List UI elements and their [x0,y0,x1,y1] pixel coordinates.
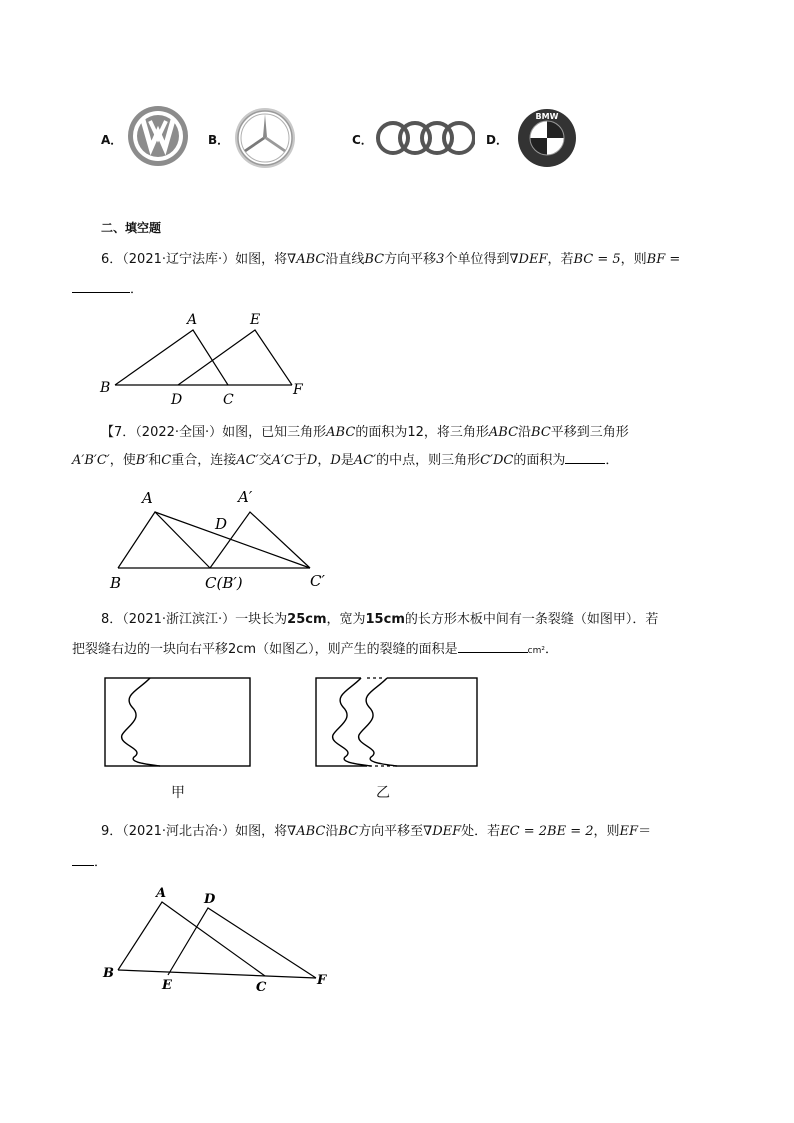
fig6-label-f: F [293,382,303,398]
question-7-number: 7． [114,425,136,440]
question-9-source: （2021·河北古冶·） [122,824,236,839]
volkswagen-logo-icon [126,104,190,168]
figure-caption-yi: 乙 [376,785,390,801]
answer-blank-9[interactable] [72,865,94,866]
fig9-label-f: F [317,973,327,988]
section-title: 二、填空题 [101,221,162,235]
question-9-number: 9． [101,824,123,839]
bmw-letters: BMW [535,112,559,121]
fig6-label-d: D [171,392,183,408]
fig9-label-d: D [204,892,216,907]
fig7-label-c-b-prime: C(B′) [205,574,243,592]
mercedes-logo-icon [233,106,297,170]
fig7-label-d: D [215,515,228,533]
question-8-text: 8．（2021·浙江滨江·）一块长为25cm，宽为15cm的长方形木板中间有一条裂缝（如图甲）．若 [101,612,659,627]
question-6-figure [95,308,315,408]
figure-caption-jia: 甲 [171,785,185,801]
question-7-figure [100,484,340,596]
question-8-number: 8． [101,612,123,627]
question-8-text-line2: 把裂缝右边的一块向右平移2cm（如图乙），则产生的裂缝的面积是 cm²． [72,642,558,657]
fig6-label-c: C [223,392,234,408]
fig9-label-a: A [156,886,167,901]
fig9-label-b: B [103,966,114,981]
audi-rings-logo-icon [375,118,475,158]
fig7-label-a: A [142,489,153,507]
answer-blank-7[interactable] [565,463,605,464]
fig6-label-a: A [187,312,198,328]
fig7-label-c-prime: C′ [310,572,325,590]
option-d-label: D． [486,133,508,147]
question-9-answer-line: ． [72,854,107,872]
question-6-answer-line: ． [72,281,143,299]
fig9-label-c: C [256,980,267,995]
fig7-label-b: B [110,574,122,592]
bmw-logo-icon [517,108,577,168]
question-6-source: （2021·辽宁法库·） [122,252,236,267]
question-7-source: （2022·全国·） [135,425,223,440]
answer-blank-8[interactable] [458,652,528,653]
question-8-figure-jia [104,677,252,769]
question-6-number: 6． [101,252,123,267]
question-9-figure [98,884,338,996]
question-8-figure-yi [315,677,479,769]
question-7-text: 【7．（2022·全国·）如图，已知三角形ABC的面积为12，将三角形ABC沿BC平移到三角形 [101,425,629,440]
fig9-label-e: E [162,978,172,993]
fig6-label-b: B [100,380,111,396]
fig6-label-e: E [250,312,261,328]
option-c-label: C． [352,133,373,147]
option-a-label: A． [101,133,123,147]
question-8-source: （2021·浙江滨江·） [122,612,236,627]
option-b-label: B． [208,133,230,147]
question-6-text: 6．（2021·辽宁法库·）如图，将∇ABC沿直线BC方向平移3个单位得到∇DEF，若BC = 5，则BF = [101,252,681,267]
question-9-text: 9．（2021·河北古冶·）如图，将∇ABC沿BC方向平移至∇DEF处．若EC = 2BE = 2，则EF＝ [101,824,652,839]
answer-blank-6[interactable] [72,292,130,293]
fig7-label-a-prime: A′ [238,488,253,506]
question-7-text-line2: A′B′C′，使B′和C重合，连接AC′交A′C于D，D是AC′的中点，则三角形C′DC的面积为 ． [72,453,619,468]
